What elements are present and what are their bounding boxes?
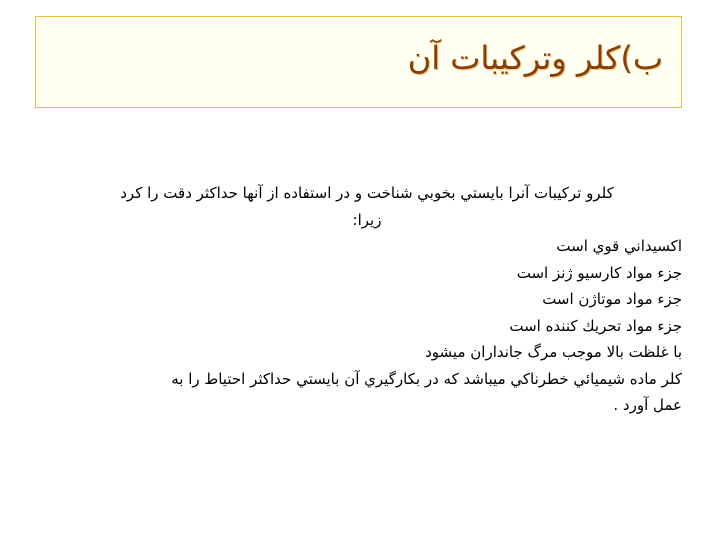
body-line-lethal: با غلظت بالا موجب مرگ جانداران ميشود xyxy=(425,343,682,361)
body-line-because: زيرا: xyxy=(352,210,382,229)
body-line-caution: كلر ماده شيميائي خطرناكي ميباشد كه در بكارگيري آن بايستي حداكثر احتياط را به xyxy=(171,369,682,388)
slide-body xyxy=(52,180,682,419)
body-line-carcinogen: جزء مواد كارسيو ژنز است xyxy=(516,263,682,282)
title-box xyxy=(35,16,682,108)
slide-title: ب)كلر وتركيبات آن xyxy=(407,39,663,77)
body-line-caution-end: عمل آورد . xyxy=(613,396,682,414)
body-line-oxidizer: اكسيداني قوي است xyxy=(556,237,682,255)
body-line-mutagen: جزء مواد موتاژن است xyxy=(542,290,682,308)
body-line-intro: كلرو تركيبات آنرا بايستي بخوبي شناخت و در استفاده از آنها حداكثر دقت را كرد xyxy=(120,184,614,202)
body-line-irritant: جزء مواد تحريك كننده است xyxy=(509,316,682,335)
